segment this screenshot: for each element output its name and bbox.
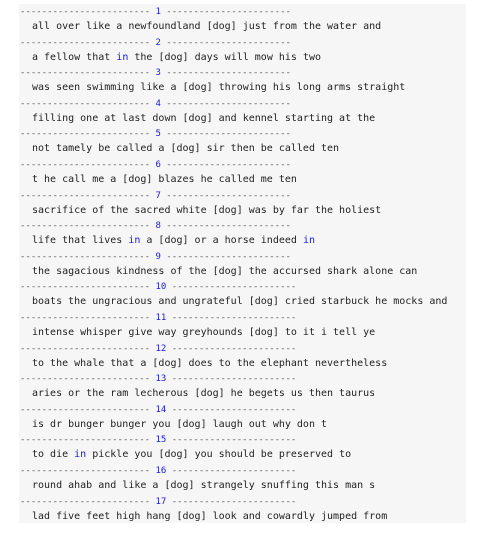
entry-number: 14 (155, 404, 167, 415)
entry-separator (20, 403, 330, 417)
separator-dashes: ----------------------- (160, 7, 291, 17)
entry-number: 15 (155, 435, 167, 446)
concordance-line (32, 111, 472, 127)
entry-separator (20, 189, 330, 203)
entry-separator (20, 158, 330, 172)
line-text: not tamely be called a [dog] sir then be called ten (32, 143, 340, 155)
entry-number: 17 (155, 496, 167, 507)
concordance-line (32, 203, 472, 219)
entry-separator (20, 250, 330, 264)
separator-dashes: ----------------------- (166, 282, 297, 293)
line-text: a fellow that (32, 51, 117, 63)
separator-dashes: ------------------------ (20, 190, 156, 201)
separator-dashes: ----------------------- (166, 374, 297, 385)
line-text: was seen swimming like a [dog] throwing his long arms straight (32, 82, 406, 94)
entry-number: 4 (155, 98, 161, 109)
entry-number: 11 (155, 313, 167, 323)
entry-separator (20, 311, 330, 325)
line-text: filling one at last down [dog] and kennel starting at the (32, 112, 376, 124)
concordance-line (32, 19, 472, 35)
line-text: is dr bunger bunger you [dog] laugh out why don t (32, 418, 328, 430)
separator-dashes: ------------------------ (20, 313, 156, 323)
concordance-line (32, 141, 472, 157)
separator-dashes: ------------------------ (20, 7, 156, 17)
separator-dashes: ------------------------ (20, 37, 156, 48)
entry-number: 16 (155, 466, 167, 476)
entry-separator (20, 433, 330, 447)
line-text: pickle you [dog] you should be preserved to (86, 449, 352, 461)
concordance-line (32, 294, 472, 310)
entry-separator (20, 342, 330, 356)
concordance-line (32, 447, 472, 463)
line-text: the [dog] days will mow his two (128, 51, 321, 63)
separator-dashes: ----------------------- (166, 466, 297, 476)
line-text: the sagacious kindness of the [dog] the accursed shark alone can (32, 265, 418, 277)
entry-number: 8 (155, 221, 161, 232)
line-text: intense whisper give way greyhounds [dog] to it i tell ye (32, 327, 376, 338)
concordance-line (32, 509, 472, 525)
separator-dashes: ------------------------ (20, 466, 156, 476)
entry-number: 12 (155, 343, 167, 354)
concordance-line (32, 325, 472, 341)
entry-separator (20, 127, 330, 141)
entry-number: 9 (155, 251, 161, 262)
line-text: life that lives (32, 235, 129, 247)
entry-number: 13 (155, 374, 167, 385)
separator-dashes: ----------------------- (160, 221, 291, 232)
separator-dashes: ------------------------ (20, 404, 156, 415)
separator-dashes: ------------------------ (20, 68, 156, 79)
entry-number: 2 (155, 37, 161, 48)
entry-number: 5 (155, 129, 161, 140)
concordance-line (32, 233, 472, 249)
concordance-line (32, 172, 472, 188)
separator-dashes: ----------------------- (160, 37, 291, 48)
separator-dashes: ------------------------ (20, 251, 156, 262)
line-text: lad five feet high hang [dog] look and cowardly jumped from (32, 510, 388, 522)
concordance-line (32, 478, 472, 494)
entry-number: 10 (155, 282, 167, 293)
line-text: a [dog] or a horse indeed (140, 235, 303, 247)
separator-dashes: ------------------------ (20, 160, 156, 170)
entry-separator (20, 280, 330, 294)
separator-dashes: ----------------------- (166, 404, 297, 415)
separator-dashes: ----------------------- (166, 496, 297, 507)
entry-number: 7 (155, 190, 161, 201)
keyword-highlight: in (128, 235, 141, 247)
concordance-line (32, 356, 472, 372)
separator-dashes: ----------------------- (160, 129, 291, 140)
line-text: t he call me a [dog] blazes he called me ten (32, 174, 297, 185)
entry-number: 6 (155, 160, 161, 170)
separator-dashes: ----------------------- (160, 251, 291, 262)
entry-separator (20, 97, 330, 111)
separator-dashes: ------------------------ (20, 496, 156, 507)
separator-dashes: ----------------------- (160, 160, 291, 170)
keyword-highlight: in (302, 235, 315, 247)
concordance-line (32, 386, 472, 402)
entry-separator (20, 464, 330, 478)
entry-separator (20, 495, 330, 509)
separator-dashes: ------------------------ (20, 374, 156, 385)
separator-dashes: ----------------------- (166, 343, 297, 354)
separator-dashes: ------------------------ (20, 343, 156, 354)
line-text: boats the ungracious and ungrateful [dog] cried starbuck he mocks and (32, 296, 448, 308)
separator-dashes: ----------------------- (166, 313, 297, 323)
separator-dashes: ------------------------ (20, 98, 156, 109)
line-text: to the whale that a [dog] does to the elephant nevertheless (32, 357, 388, 369)
entry-number: 1 (155, 7, 161, 17)
entry-number: 3 (155, 68, 161, 79)
concordance-line (32, 50, 472, 66)
line-text: to die (32, 449, 75, 461)
separator-dashes: ----------------------- (160, 190, 291, 201)
line-text: round ahab and like a [dog] strangely snuffing this man s (32, 480, 376, 491)
separator-dashes: ----------------------- (160, 68, 291, 79)
line-text: all over like a newfoundland [dog] just from the water and (32, 21, 382, 32)
separator-dashes: ------------------------ (20, 129, 156, 140)
separator-dashes: ------------------------ (20, 282, 156, 293)
separator-dashes: ----------------------- (166, 435, 297, 446)
line-text: aries or the ram lecherous [dog] he begets us then taurus (32, 388, 376, 400)
separator-dashes: ------------------------ (20, 435, 156, 446)
concordance-line (32, 264, 472, 280)
concordance-line (32, 80, 472, 96)
entry-separator (20, 5, 330, 19)
concordance-line (32, 417, 472, 433)
keyword-highlight: in (116, 51, 129, 63)
line-text: sacrifice of the sacred white [dog] was by far the holiest (32, 204, 382, 216)
entry-separator (20, 36, 330, 50)
entry-separator (20, 66, 330, 80)
entry-separator (20, 219, 330, 233)
separator-dashes: ------------------------ (20, 221, 156, 232)
keyword-highlight: in (74, 449, 87, 461)
entry-separator (20, 372, 330, 386)
separator-dashes: ----------------------- (160, 98, 291, 109)
